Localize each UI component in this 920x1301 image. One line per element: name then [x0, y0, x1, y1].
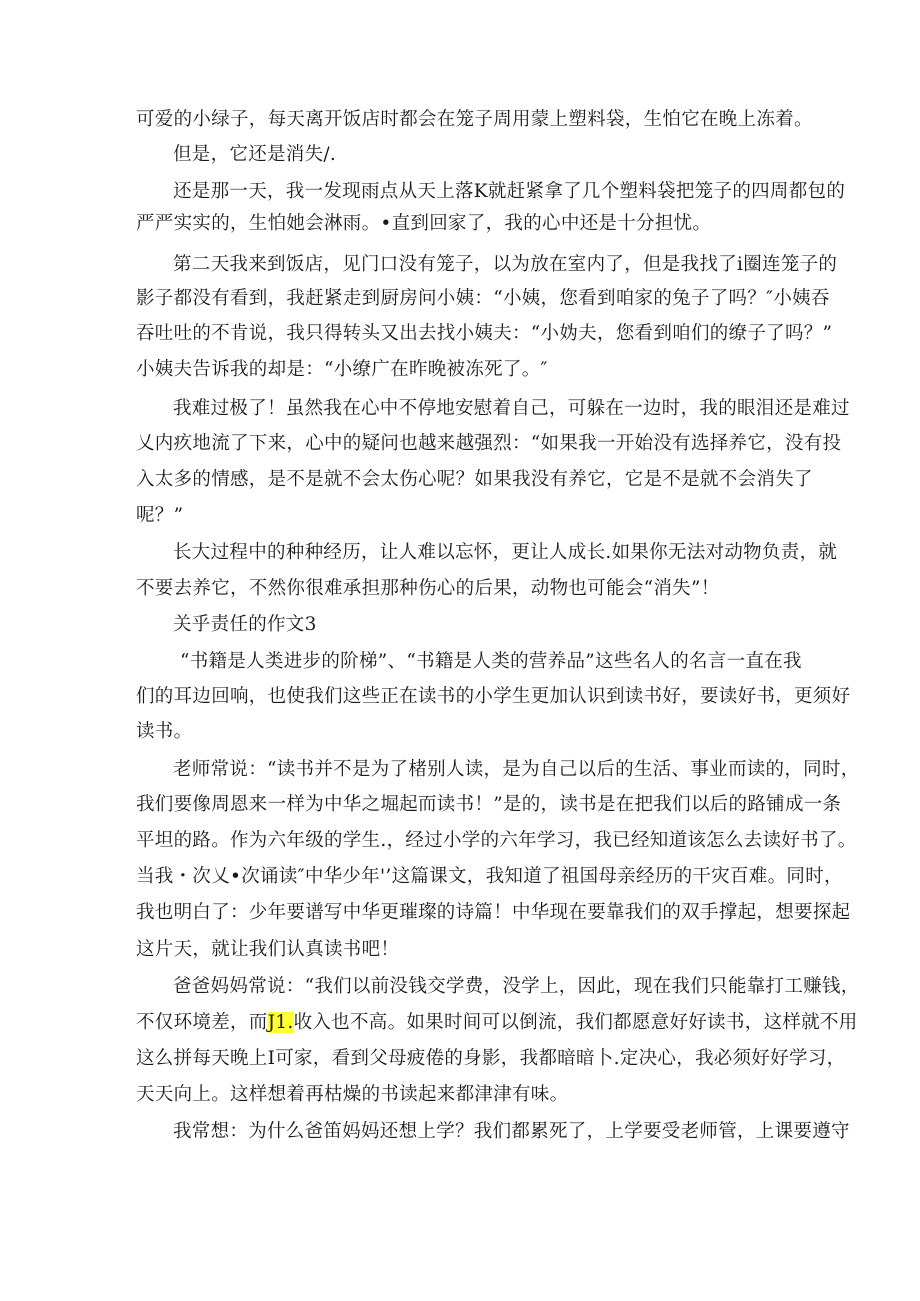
text-line: 这么拼每天晚上I可家，看到父母疲倦的身影，我都暗暗卜.定决心，我必须好好学习， [136, 1048, 846, 1069]
text-line: 老师常说：“读书并不是为了楮别人读，是为自己以后的生活、事业而读的，同时， [173, 759, 860, 780]
text-line: 入太多的情感，是不是就不会太伤心呢？如果我没有养它，它是不是就不会消失了 [136, 469, 813, 490]
text-line: 我也明白了：少年要谱写中华更璀璨的诗篇！中华现在要靠我们的双手撑起，想要探起 [136, 902, 851, 923]
text-line: 这片天，就让我们认真读书吧！ [136, 939, 400, 960]
text-line: 爸爸妈妈常说：“我们以前没钱交学费，没学上，因此，现在我们只能靠打工赚钱， [173, 976, 860, 997]
text-line [136, 1011, 858, 1035]
text-line: 平坦的路。作为六年级的学生.，经过小学的六年学习，我已经知道该怎么去读好书了。 [136, 830, 857, 851]
text-line: 我难过极了！虽然我在心中不停地安慰着自己，可躲在一边时，我的眼泪还是难过 [173, 398, 850, 419]
text-segment: 不仅环境差，而 [136, 1012, 268, 1033]
text-line: 当我・次乂•次诵读″中华少年'’这篇课文，我知道了祖国母亲经历的干灾百难。同时， [136, 866, 843, 887]
text-line: 我们要像周恩来一样为中华之堀起而读书！”是的，读书是在把我们以后的路铺成一条 [136, 794, 842, 815]
text-line: 影子都没有看到，我赶紧走到厨房问小姨：“小姨，您看到咱家的兔子了吗？″小姨吞 [136, 288, 830, 309]
text-line: 我常想：为什么爸笛妈妈还想上学？我们都累死了，上学要受老师管，上课要遵守 [173, 1121, 850, 1142]
text-line: 还是那一天，我一发现雨点从天上落K就赶紧拿了几个塑料袋把笼子的四周都包的 [173, 181, 846, 202]
text-line: 第二天我来到饭店，见门口没有笼子，以为放在室内了，但是我找了i圈连笼子的 [173, 254, 838, 275]
text-line: 们的耳边回响，也使我们这些正在读书的小学生更加认识到读书好，要读好书，更须好 [136, 686, 851, 707]
text-line: “书籍是人类进步的阶梯”、“书籍是人类的营养品”这些名人的名言一直在我 [180, 651, 802, 672]
text-line: 可爱的小绿子，每天离开饭店时都会在笼子周用蒙上塑料袋，生怕它在晚上冻着。 [136, 109, 813, 130]
text-line: 但是，它还是消失/. [173, 144, 337, 165]
text-line: 严严实实的，生怕她会淋雨。•直到回家了，我的心中还是十分担忧。 [136, 213, 712, 234]
text-line: 不要去养它，不然你很难承担那种伤心的后果，动物也可能会“消失”！ [136, 578, 720, 599]
text-line: 乂内疚地流了下来，心中的疑问也越来越强烈：“如果我一开始没有选择养它，没有投 [136, 433, 842, 454]
text-line: 天天向上。这样想着再枯燥的书读起来都津津有味。 [136, 1084, 569, 1105]
section-heading: 关乎责任的作文3 [173, 614, 317, 635]
highlighted-text: J1. [267, 1012, 294, 1033]
text-segment: 收入也不高。如果时间可以倒流，我们都愿意好好读书，这样就不用 [293, 1012, 858, 1033]
text-line: 读书。 [136, 721, 193, 742]
text-line: 呢？” [136, 505, 184, 526]
text-line: 长大过程中的种种经历，让人难以忘怀，更让人成长.如果你无法对动物负责，就 [173, 542, 838, 563]
text-line: 小姨夫告诉我的却是：“小缭广在昨晚被冻死了。″ [136, 359, 548, 380]
text-line: 吞吐吐的不肯说，我只得转头又出去找小姨夫：“小妫夫，您看到咱们的缭子了吗？” [136, 323, 833, 344]
